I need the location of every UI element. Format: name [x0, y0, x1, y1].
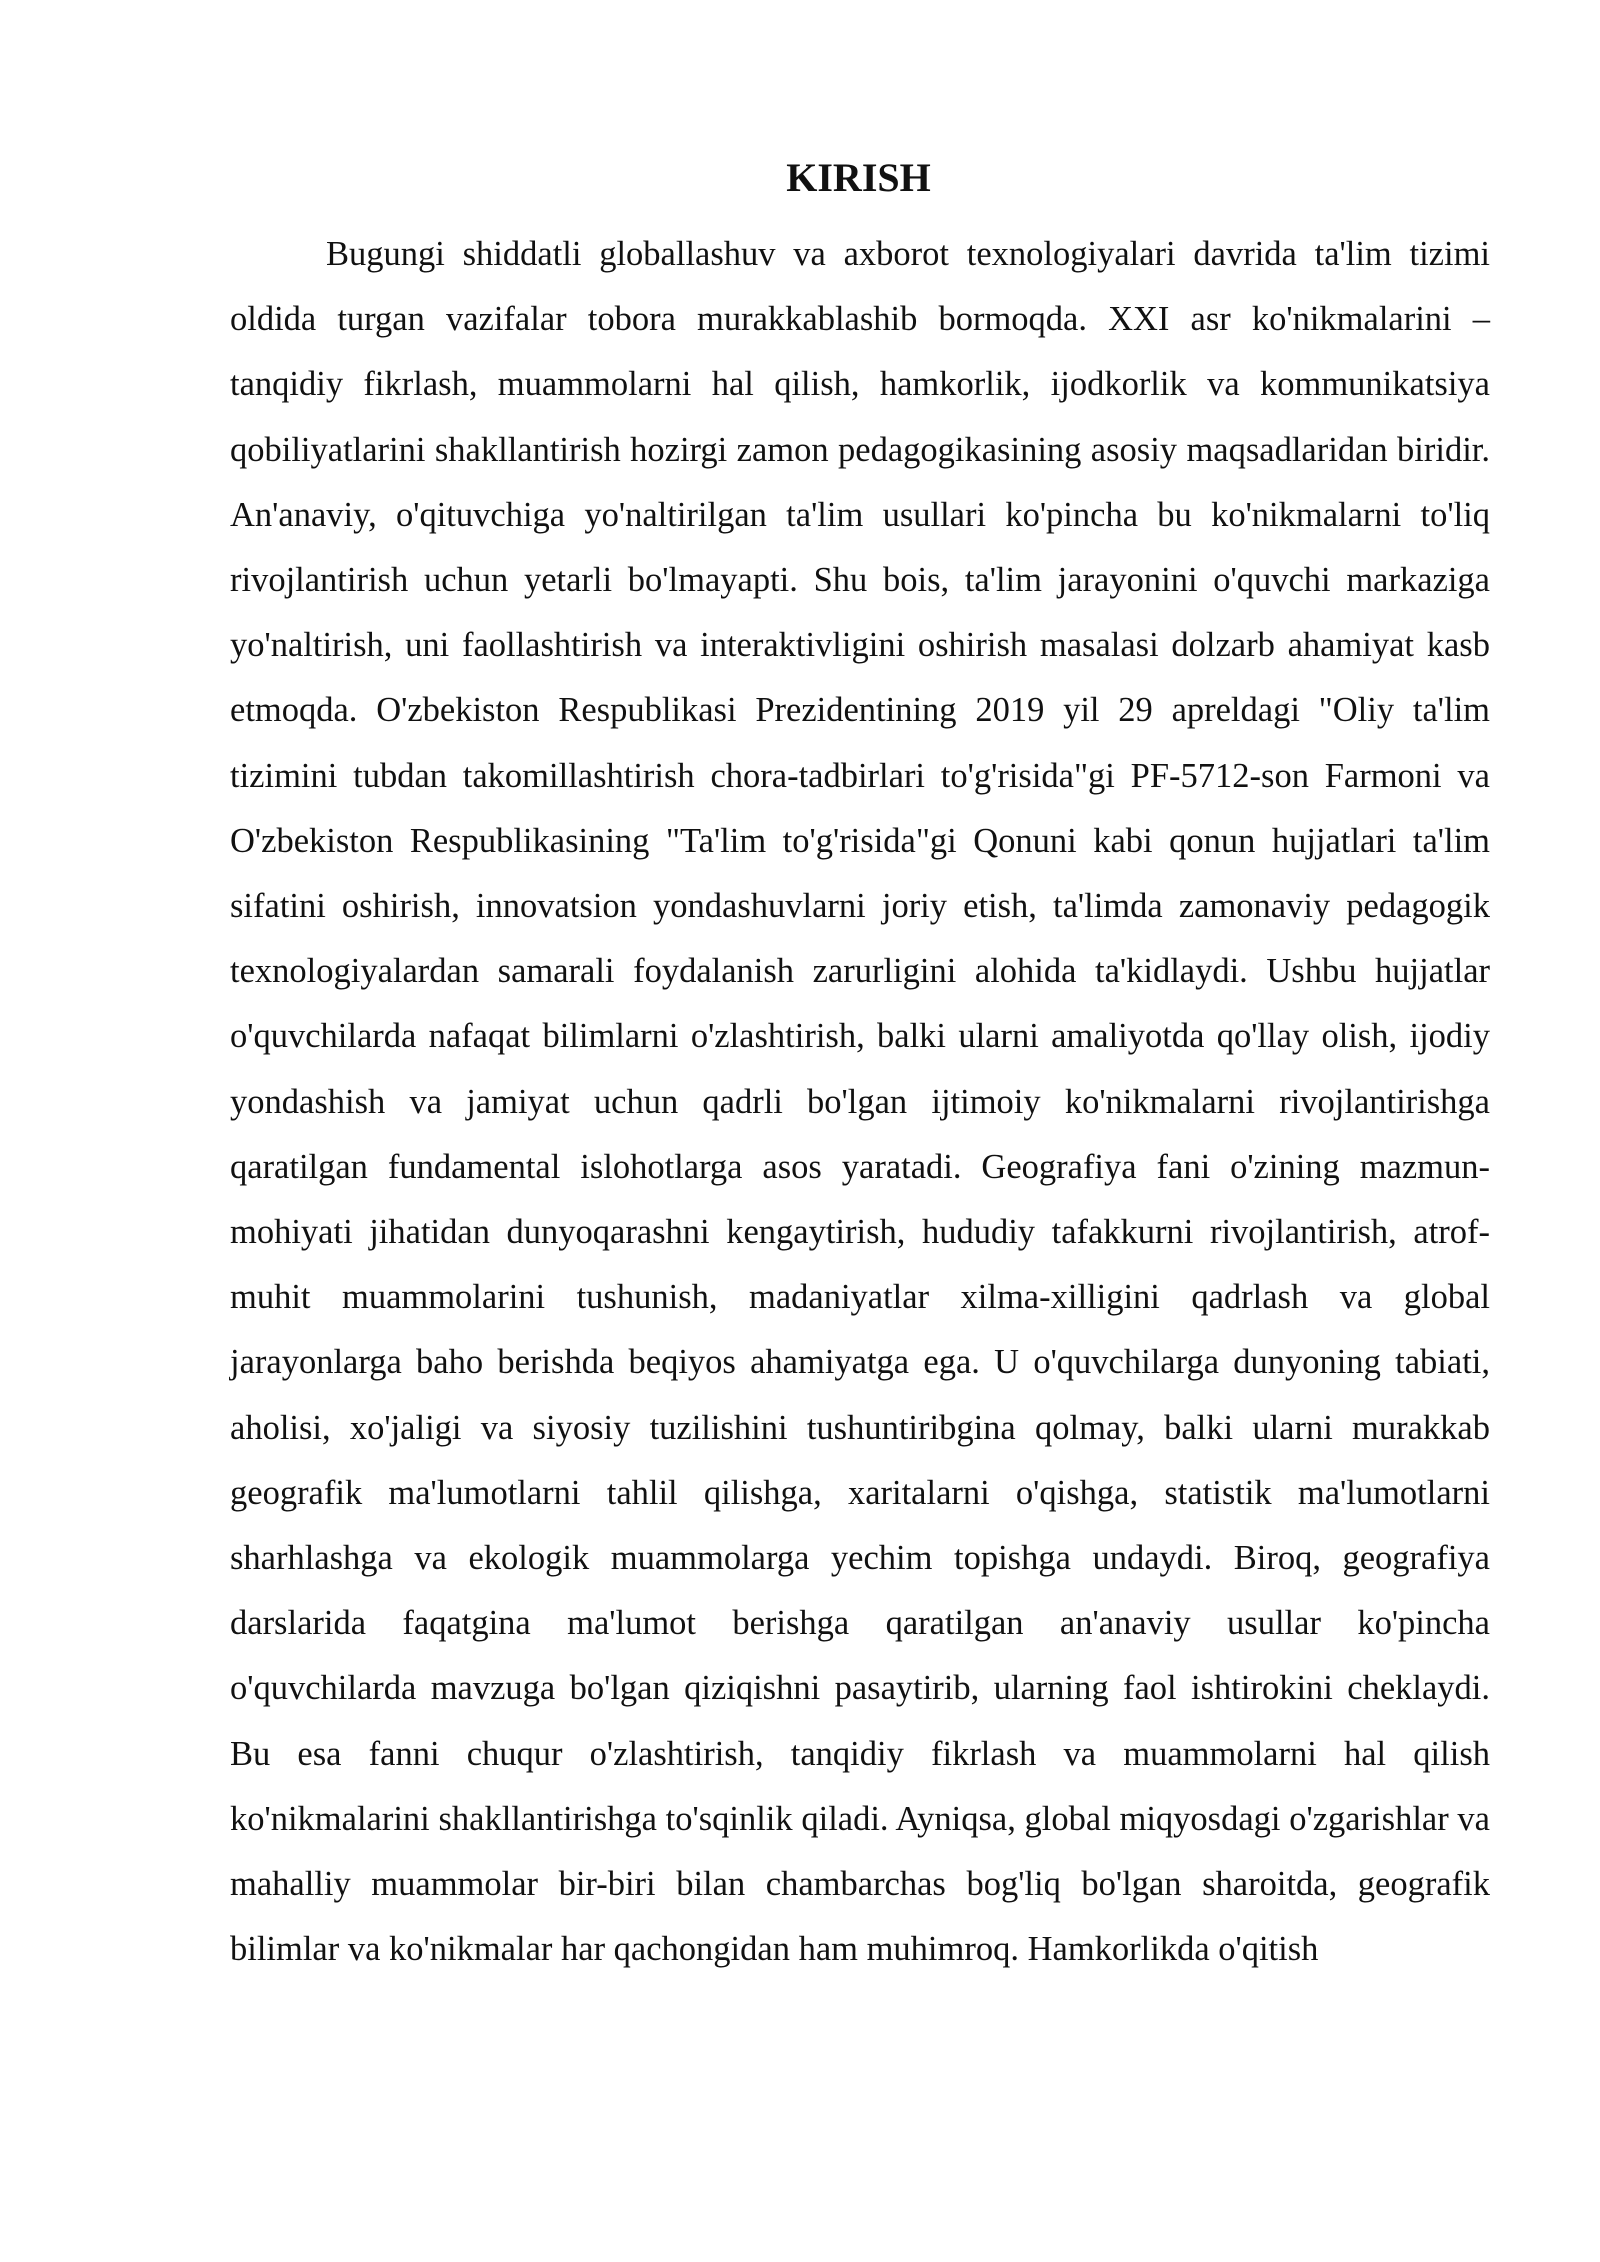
section-heading: KIRISH: [786, 155, 931, 200]
body-paragraph: Bugungi shiddatli globallashuv va axborot texnologiyalari davrida ta'lim tizimi oldida turgan vazifalar tobora murakkablashib bormoqda. XXI asr ko'nikmalarini – tanqidiy fikrlash, muammolarni hal qilish, hamkorlik, ijodkorlik va kommunikatsiya qobiliyatlarini shakllantirish hozirgi zamon pedagogikasining asosiy maqsadlaridan biridir. An'anaviy, o'qituvchiga yo'naltirilgan ta'lim usullari ko'pincha bu ko'nikmalarni to'liq rivojlantirish uchun yetarli bo'lmayapti. Shu bois, ta'lim jarayonini o'quvchi markaziga yo'naltirish, uni faollashtirish va interaktivligini oshirish masalasi dolzarb ahamiyat kasb etmoqda. O'zbekiston Respublikasi Prezidentining 2019 yil 29 apreldagi "Oliy ta'lim tizimini tubdan takomillashtirish chora-tadbirlari to'g'risida"gi PF-5712-son Farmoni va O'zbekiston Respublikasining "Ta'lim to'g'risida"gi Qonuni kabi qonun hujjatlari ta'lim sifatini oshirish, innovatsion yondashuvlarni joriy etish, ta'limda zamonaviy pedagogik texnologiyalardan samarali foydalanish zarurligini alohida ta'kidlaydi. Ushbu hujjatlar o'quvchilarda nafaqat bilimlarni o'zlashtirish, balki ularni amaliyotda qo'llay olish, ijodiy yondashish va jamiyat uchun qadrli bo'lgan ijtimoiy ko'nikmalarni rivojlantirishga qaratilgan fundamental islohotlarga asos yaratadi. Geografiya fani o'zining mazmun-mohiyati jihatidan dunyoqarashni kengaytirish, hududiy tafakkurni rivojlantirish, atrof-muhit muammolarini tushunish, madaniyatlar xilma-xilligini qadrlash va global jarayonlarga baho berishda beqiyos ahamiyatga ega. U o'quvchilarga dunyoning tabiati, aholisi, xo'jaligi va siyosiy tuzilishini tushuntiribgina qolmay, balki ularni murakkab geografik ma'lumotlarni tahlil qilishga, xaritalarni o'qishga, statistik ma'lumotlarni sharhlashga va ekologik muammolarga yechim topishga undaydi. Biroq, geografiya darslarida faqatgina ma'lumot berishga qaratilgan an'anaviy usullar ko'pincha o'quvchilarda mavzuga bo'lgan qiziqishni pasaytirib, ularning faol ishtirokini cheklaydi. Bu esa fanni chuqur o'zlashtirish, tanqidiy fikrlash va muammolarni hal qilish ko'nikmalarini shakllantirishga to'sqinlik qiladi. Ayniqsa, global miqyosdagi o'zgarishlar va mahalliy muammolar bir-biri bilan chambarchas bog'liq bo'lgan sharoitda, geografik bilimlar va ko'nikmalar har qachongidan ham muhimroq. Hamkorlikda o'qitish: [230, 235, 1490, 1969]
